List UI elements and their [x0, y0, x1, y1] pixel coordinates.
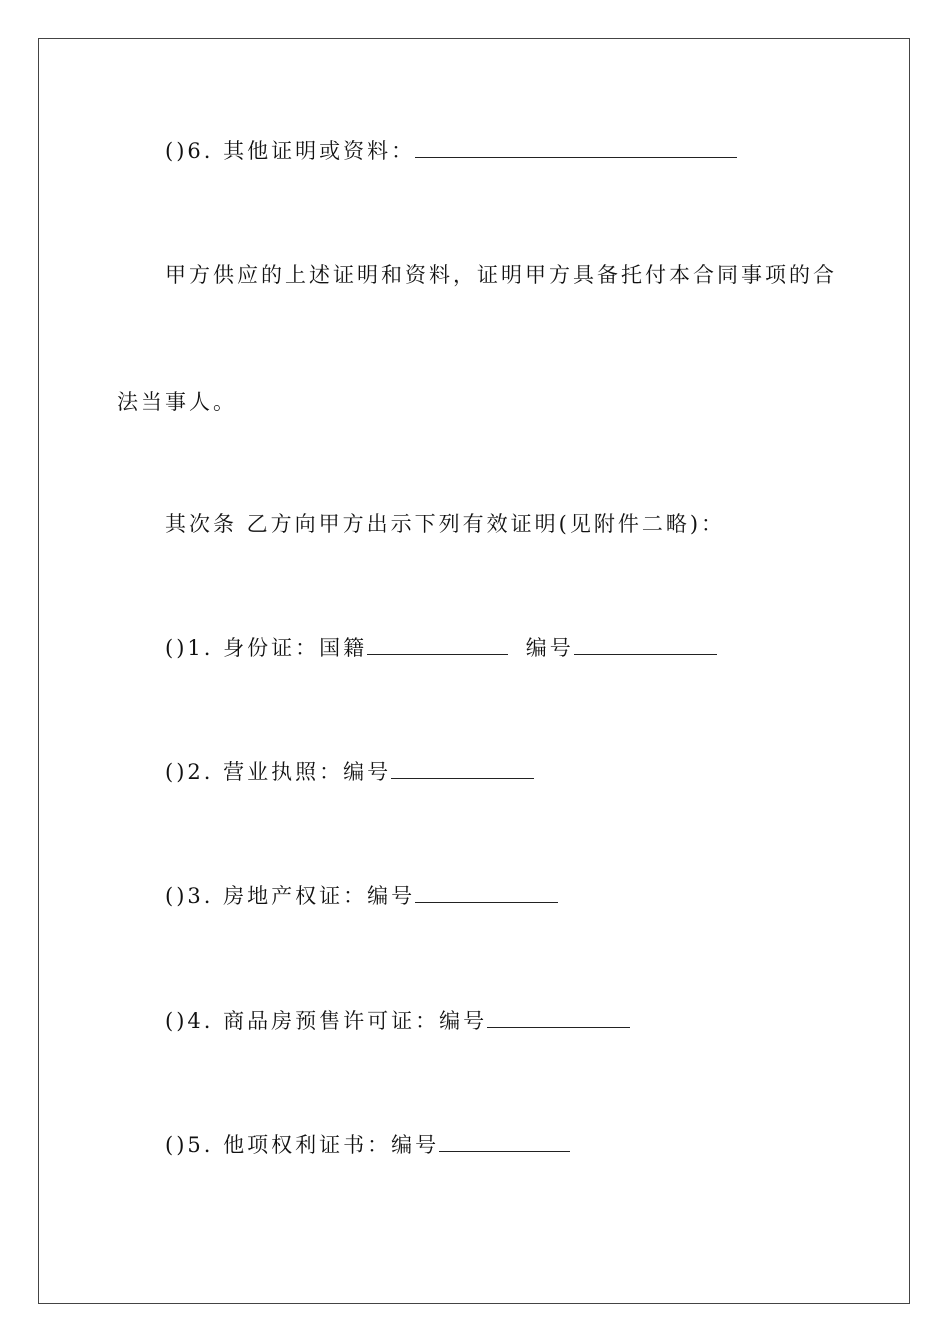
paragraph-line-1: 甲方供应的上述证明和资料，证明甲方具备托付本合同事项的合: [165, 263, 837, 287]
article-2-text: 其次条 乙方向甲方出示下列有效证明(见附件二略)：: [165, 512, 726, 536]
item-6-label: ()6. 其他证明或资料：: [165, 139, 416, 163]
item-2-business-license: [165, 758, 534, 786]
item-1-label: ()1. 身份证：国籍: [165, 636, 368, 660]
paragraph-continuation: [117, 388, 237, 416]
item-3-label: ()3. 房地产权证：编号: [165, 884, 416, 908]
paragraph-line-2: 法当事人。: [117, 390, 237, 414]
property-number-blank-field[interactable]: [415, 882, 558, 903]
rights-cert-number-blank-field[interactable]: [439, 1131, 570, 1152]
item-6-other-documents: [165, 137, 737, 165]
item-6-blank-field[interactable]: [415, 137, 737, 158]
id-number-blank-field[interactable]: [574, 634, 717, 655]
item-3-property-certificate: [165, 882, 558, 910]
license-number-blank-field[interactable]: [391, 758, 534, 779]
item-5-label: ()5. 他项权利证书：编号: [165, 1133, 440, 1157]
nationality-blank-field[interactable]: [367, 634, 508, 655]
item-2-label: ()2. 营业执照：编号: [165, 760, 392, 784]
article-2-heading: [165, 510, 725, 538]
item-1-number-label: 编号: [525, 636, 574, 660]
item-4-presale-permit: [165, 1007, 630, 1035]
item-5-other-rights-certificate: [165, 1131, 570, 1159]
item-1-id-card: [165, 634, 717, 662]
item-4-label: ()4. 商品房预售许可证：编号: [165, 1009, 488, 1033]
page-border: [38, 38, 910, 1304]
paragraph-party-a-statement: [165, 261, 837, 289]
permit-number-blank-field[interactable]: [487, 1007, 630, 1028]
